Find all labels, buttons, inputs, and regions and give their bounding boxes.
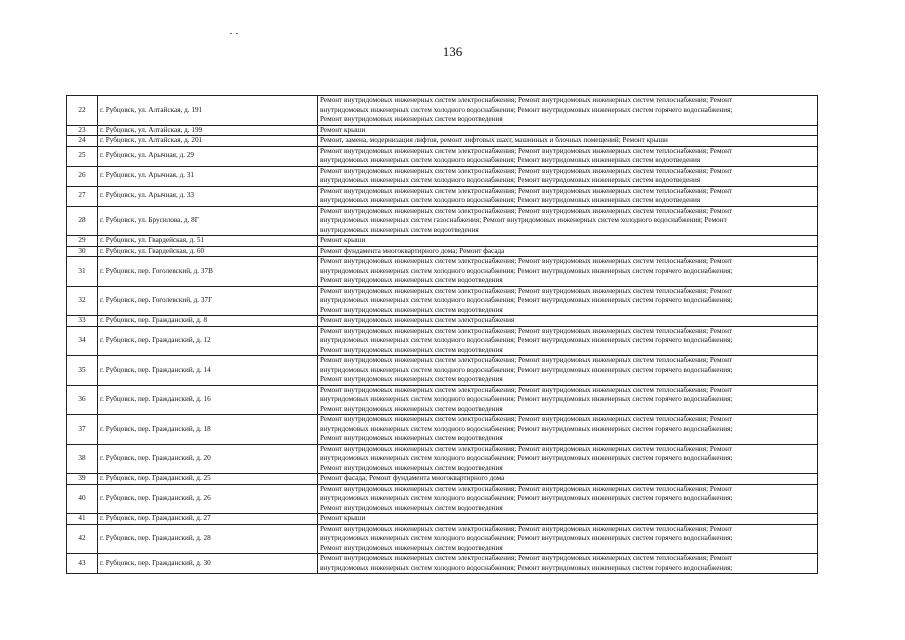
table-row (67, 415, 818, 445)
table-row (67, 514, 818, 525)
address-cell: г. Рубцовск, пер. Гоголевский, д. 37В (98, 257, 318, 287)
works-cell (318, 136, 818, 147)
works-cell (318, 316, 818, 327)
works-line: Ремонт внутридомовых инженерных систем электроснабжения; Ремонт внутридомовых инженерных систем теплоснабжения; Ремонт (320, 326, 733, 335)
works-cell (318, 326, 818, 356)
works-table (66, 95, 818, 574)
row-number: 27 (67, 186, 98, 206)
table-row (67, 257, 818, 287)
works-cell (318, 444, 818, 474)
works-line: внутридомовых инженерных систем водоотведения (320, 225, 479, 234)
row-number: 40 (67, 484, 98, 514)
works-cell (318, 125, 818, 136)
works-line: Ремонт внутридомовых инженерных систем электроснабжения; Ремонт внутридомовых инженерных систем теплоснабжения; Ремонт (320, 96, 733, 104)
works-line: Ремонт внутридомовых инженерных систем электроснабжения; Ремонт внутридомовых инженерных систем теплоснабжения; Ремонт (320, 524, 733, 533)
works-line: Ремонт внутридомовых инженерных систем водоотведения (320, 434, 503, 442)
works-cell (318, 246, 818, 257)
table-row (67, 236, 818, 247)
row-number: 31 (67, 257, 98, 287)
row-number: 29 (67, 236, 98, 247)
works-cell (318, 96, 818, 126)
table-row (67, 474, 818, 485)
table-row (67, 554, 818, 574)
row-number: 24 (67, 136, 98, 147)
works-line: внутридомовых инженерных систем холодного водоснабжения; Ремонт внутридомовых инженерных систем горячего водоснабжения; (320, 365, 733, 374)
row-number: 43 (67, 554, 98, 574)
address-cell: г. Рубцовск, ул. Алтайская, д. 199 (98, 125, 318, 136)
works-line: Ремонт внутридомовых инженерных систем электроснабжения; Ремонт внутридомовых инженерных систем теплоснабжения; Ремонт (320, 484, 733, 493)
address-cell: г. Рубцовск, пер. Гражданский, д. 30 (98, 554, 318, 574)
works-line: внутридомовых инженерных систем холодного водоснабжения; Ремонт внутридомовых инженерных систем горячего водоснабжения; (320, 424, 733, 433)
address-cell: г. Рубцовск, пер. Гражданский, д. 16 (98, 385, 318, 415)
works-cell (318, 385, 818, 415)
works-line: внутридомовых инженерных систем холодного водоснабжения; Ремонт внутридомовых инженерных систем горячего водоснабжения; (320, 454, 733, 462)
works-line: Ремонт внутридомовых инженерных систем водоотведения (320, 305, 503, 314)
row-number: 26 (67, 166, 98, 186)
works-table-body (67, 96, 818, 574)
table-row (67, 444, 818, 474)
works-cell (318, 514, 818, 525)
address-cell: г. Рубцовск, ул. Гвардейская, д. 51 (98, 236, 318, 247)
row-number: 41 (67, 514, 98, 525)
row-number: 30 (67, 246, 98, 257)
works-line: внутридомовых инженерных систем холодного водоснабжения; Ремонт внутридомовых инженерных систем горячего водоснабжения; (320, 336, 733, 344)
works-line: внутридомовых инженерных систем холодного водоснабжения; Ремонт внутридомовых инженерных систем водоотведения (320, 196, 701, 204)
works-cell (318, 286, 818, 316)
works-line: Ремонт фасада; Ремонт фундамента многоквартирного дома (320, 474, 505, 482)
address-cell: г. Рубцовск, пер. Гражданский, д. 18 (98, 415, 318, 445)
address-cell: г. Рубцовск, ул. Арычная, д. 33 (98, 186, 318, 206)
table-row (67, 166, 818, 186)
address-cell: г. Рубцовск, пер. Гражданский, д. 14 (98, 356, 318, 386)
works-cell (318, 186, 818, 206)
table-row (67, 146, 818, 166)
works-line: Ремонт внутридомовых инженерных систем водоотведения (320, 463, 503, 472)
works-line: внутридомовых инженерных систем холодного водоснабжения; Ремонт внутридомовых инженерных систем горячего водоснабжения; (320, 534, 733, 542)
works-line: Ремонт внутридомовых инженерных систем водоотведения (320, 503, 503, 512)
scan-artifact (230, 33, 232, 34)
works-line: Ремонт, замена, модернизация лифтов, ремонт лифтовых шахт, машинных и блочных помещений; Ремонт крыши (320, 136, 668, 144)
address-cell: г. Рубцовск, ул. Гвардейская, д. 60 (98, 246, 318, 257)
works-line: внутридомовых инженерных систем холодного водоснабжения; Ремонт внутридомовых инженерных систем горячего водоснабжения; (320, 494, 733, 502)
works-line: внутридомовых инженерных систем холодного водоснабжения; Ремонт внутридомовых инженерных систем горячего водоснабжения; (320, 296, 733, 304)
row-number: 33 (67, 316, 98, 327)
works-cell (318, 236, 818, 247)
works-line: Ремонт крыши (320, 236, 366, 244)
address-cell: г. Рубцовск, пер. Гражданский, д. 8 (98, 316, 318, 327)
works-line: Ремонт внутридомовых инженерных систем электроснабжения; Ремонт внутридомовых инженерных систем теплоснабжения; Ремонт (320, 146, 733, 155)
works-cell (318, 484, 818, 514)
works-line: внутридомовых инженерных систем холодного водоснабжения; Ремонт внутридомовых инженерных систем горячего водоснабжения; (320, 563, 733, 572)
works-line: Ремонт внутридомовых инженерных систем электроснабжения; Ремонт внутридомовых инженерных систем теплоснабжения; Ремонт (320, 356, 733, 364)
works-cell (318, 474, 818, 485)
row-number: 38 (67, 444, 98, 474)
works-line: внутридомовых инженерных систем холодного водоснабжения; Ремонт внутридомовых инженерных систем горячего водоснабжения; (320, 105, 733, 114)
address-cell: г. Рубцовск, пер. Гражданский, д. 25 (98, 474, 318, 485)
address-cell: г. Рубцовск, пер. Гражданский, д. 28 (98, 524, 318, 554)
works-cell (318, 554, 818, 574)
row-number: 22 (67, 96, 98, 126)
works-cell (318, 206, 818, 236)
works-line: Ремонт внутридомовых инженерных систем водоотведения (320, 543, 503, 552)
works-line: Ремонт внутридомовых инженерных систем электроснабжения; Ремонт внутридомовых инженерных систем теплоснабжения; Ремонт (320, 206, 733, 215)
page-number: 136 (442, 44, 463, 59)
row-number: 32 (67, 286, 98, 316)
table-row (67, 356, 818, 386)
address-cell: г. Рубцовск, ул. Арычная, д. 31 (98, 166, 318, 186)
address-cell: г. Рубцовск, ул. Брусилова, д. 8Г (98, 206, 318, 236)
works-line: Ремонт внутридомовых инженерных систем электроснабжения (320, 316, 515, 324)
works-line: Ремонт внутридомовых инженерных систем водоотведения (320, 276, 503, 284)
works-line: Ремонт внутридомовых инженерных систем электроснабжения; Ремонт внутридомовых инженерных систем теплоснабжения; Ремонт (320, 385, 733, 394)
works-line: внутридомовых инженерных систем холодного водоснабжения; Ремонт внутридомовых инженерных систем водоотведения (320, 176, 701, 184)
row-number: 23 (67, 125, 98, 136)
table-row (67, 186, 818, 206)
row-number: 28 (67, 206, 98, 236)
table-row (67, 286, 818, 316)
works-line: Ремонт внутридомовых инженерных систем электроснабжения; Ремонт внутридомовых инженерных систем теплоснабжения; Ремонт (320, 286, 733, 295)
row-number: 42 (67, 524, 98, 554)
works-cell (318, 146, 818, 166)
table-row (67, 206, 818, 236)
row-number: 36 (67, 385, 98, 415)
row-number: 39 (67, 474, 98, 485)
table-row (67, 524, 818, 554)
works-table-wrapper (66, 95, 808, 574)
row-number: 37 (67, 415, 98, 445)
address-cell: г. Рубцовск, пер. Гоголевский, д. 37Г (98, 286, 318, 316)
table-row (67, 136, 818, 147)
works-line: Ремонт фундамента многоквартирного дома; Ремонт фасада (320, 246, 505, 255)
works-line: внутридомовых инженерных систем холодного водоснабжения; Ремонт внутридомовых инженерных систем горячего водоснабжения; (320, 266, 733, 275)
table-row (67, 484, 818, 514)
scan-artifact (236, 33, 238, 34)
works-line: Ремонт крыши (320, 514, 366, 522)
table-row (67, 326, 818, 356)
works-line: Ремонт крыши (320, 125, 366, 134)
table-row (67, 246, 818, 257)
works-line: Ремонт внутридомовых инженерных систем электроснабжения; Ремонт внутридомовых инженерных систем теплоснабжения; Ремонт (320, 415, 733, 423)
works-line: Ремонт внутридомовых инженерных систем электроснабжения; Ремонт внутридомовых инженерных систем теплоснабжения; Ремонт (320, 166, 733, 175)
works-line: внутридомовых инженерных систем холодного водоснабжения; Ремонт внутридомовых инженерных систем водоотведения (320, 156, 701, 164)
row-number: 25 (67, 146, 98, 166)
works-cell (318, 356, 818, 386)
table-row (67, 385, 818, 415)
works-line: Ремонт внутридомовых инженерных систем водоотведения (320, 375, 503, 383)
works-line: Ремонт внутридомовых инженерных систем водоотведения (320, 404, 503, 413)
works-cell (318, 257, 818, 287)
works-line: Ремонт внутридомовых инженерных систем электроснабжения; Ремонт внутридомовых инженерных систем теплоснабжения; Ремонт (320, 554, 733, 562)
works-line: Ремонт внутридомовых инженерных систем электроснабжения; Ремонт внутридомовых инженерных систем теплоснабжения; Ремонт (320, 257, 733, 265)
works-line: внутридомовых инженерных систем холодного водоснабжения; Ремонт внутридомовых инженерных систем горячего водоснабжения; (320, 395, 733, 403)
row-number: 34 (67, 326, 98, 356)
works-cell (318, 524, 818, 554)
table-row (67, 96, 818, 126)
address-cell: г. Рубцовск, ул. Алтайская, д. 191 (98, 96, 318, 126)
address-cell: г. Рубцовск, пер. Гражданский, д. 12 (98, 326, 318, 356)
address-cell: г. Рубцовск, пер. Гражданский, д. 26 (98, 484, 318, 514)
works-line: Ремонт внутридомовых инженерных систем электроснабжения; Ремонт внутридомовых инженерных систем теплоснабжения; Ремонт (320, 444, 733, 453)
address-cell: г. Рубцовск, пер. Гражданский, д. 27 (98, 514, 318, 525)
table-row (67, 125, 818, 136)
address-cell: г. Рубцовск, пер. Гражданский, д. 20 (98, 444, 318, 474)
address-cell: г. Рубцовск, ул. Алтайская, д. 201 (98, 136, 318, 147)
address-cell: г. Рубцовск, ул. Арычная, д. 29 (98, 146, 318, 166)
row-number: 35 (67, 356, 98, 386)
works-line: внутридомовых инженерных систем газоснабжения; Ремонт внутридомовых инженерных систем холодного водоснабжения; Ремонт (320, 216, 727, 224)
works-line: Ремонт внутридомовых инженерных систем водоотведения (320, 345, 503, 354)
works-cell (318, 166, 818, 186)
works-line: Ремонт внутридомовых инженерных систем водоотведения (320, 115, 503, 123)
works-cell (318, 415, 818, 445)
works-line: Ремонт внутридомовых инженерных систем электроснабжения; Ремонт внутридомовых инженерных систем теплоснабжения; Ремонт (320, 186, 733, 195)
table-row (67, 316, 818, 327)
